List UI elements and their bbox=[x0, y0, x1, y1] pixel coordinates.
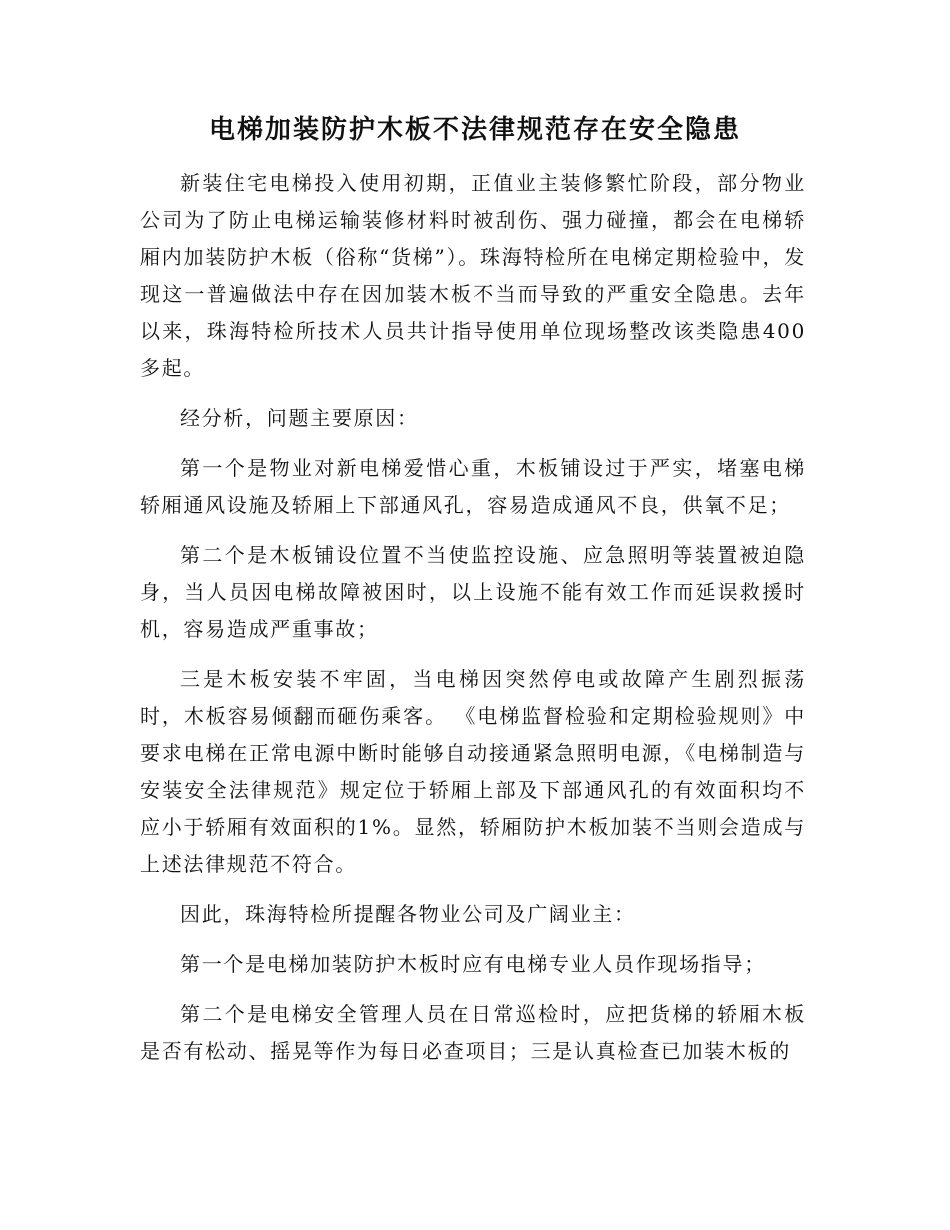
paragraph-analysis-heading: 经分析，问题主要原因： bbox=[180, 406, 419, 430]
paragraph-reason-one: 第一个是物业对新电梯爱惜心重，木板铺设过于严实，堵塞电梯轿厢通风设施及轿厢上下部通风孔，容易造成通风不良，供氧不足； bbox=[140, 456, 806, 517]
paragraph-reminder-one: 第一个是电梯加装防护木板时应有电梯专业人员作现场指导； bbox=[180, 952, 766, 976]
paragraph-intro: 新装住宅电梯投入使用初期，正值业主装修繁忙阶段，部分物业公司为了防止电梯运输装修材料时被刮伤、强力碰撞，都会在电梯轿厢内加装防护木板（俗称“货梯”）。珠海特检所在电梯定期检验中，发现这一普遍做法中存在因加装木板不当而导致的严重安全隐患。去年以来，珠海特检所技术人员共计指导使用单位现场整改该类隐患400多起。 bbox=[140, 171, 806, 380]
paragraph-reason-two: 第二个是木板铺设位置不当使监控设施、应急照明等装置被迫隐身，当人员因电梯故障被困时，以上设施不能有效工作而延误救援时机，容易造成严重事故； bbox=[140, 543, 806, 641]
document-body bbox=[140, 165, 806, 1070]
paragraph-reminder-heading: 因此，珠海特检所提醒各物业公司及广阔业主： bbox=[180, 902, 636, 926]
paragraph-reason-three: 三是木板安装不牢固，当电梯因突然停电或故障产生剧烈振荡时，木板容易倾翻而砸伤乘客。 《电梯监督检验和定期检验规则》中要求电梯在正常电源中断时能够自动接通紧急照明电源，《电梯制造与安装安全法律规范》规定位于轿厢上部及下部通风孔的有效面积均不应小于轿厢有效面积的1%。显然，轿厢防护木板加装不当则会造成与上述法律规范不符合。 bbox=[140, 667, 806, 876]
document-title: 电梯加装防护木板不法律规范存在安全隐患 bbox=[208, 115, 741, 145]
paragraph-reminder-two: 第二个是电梯安全管理人员在日常巡检时，应把货梯的轿厢木板是否有松动、摇晃等作为每日必查项目；三是认真检查已加装木板的 bbox=[140, 1002, 806, 1063]
